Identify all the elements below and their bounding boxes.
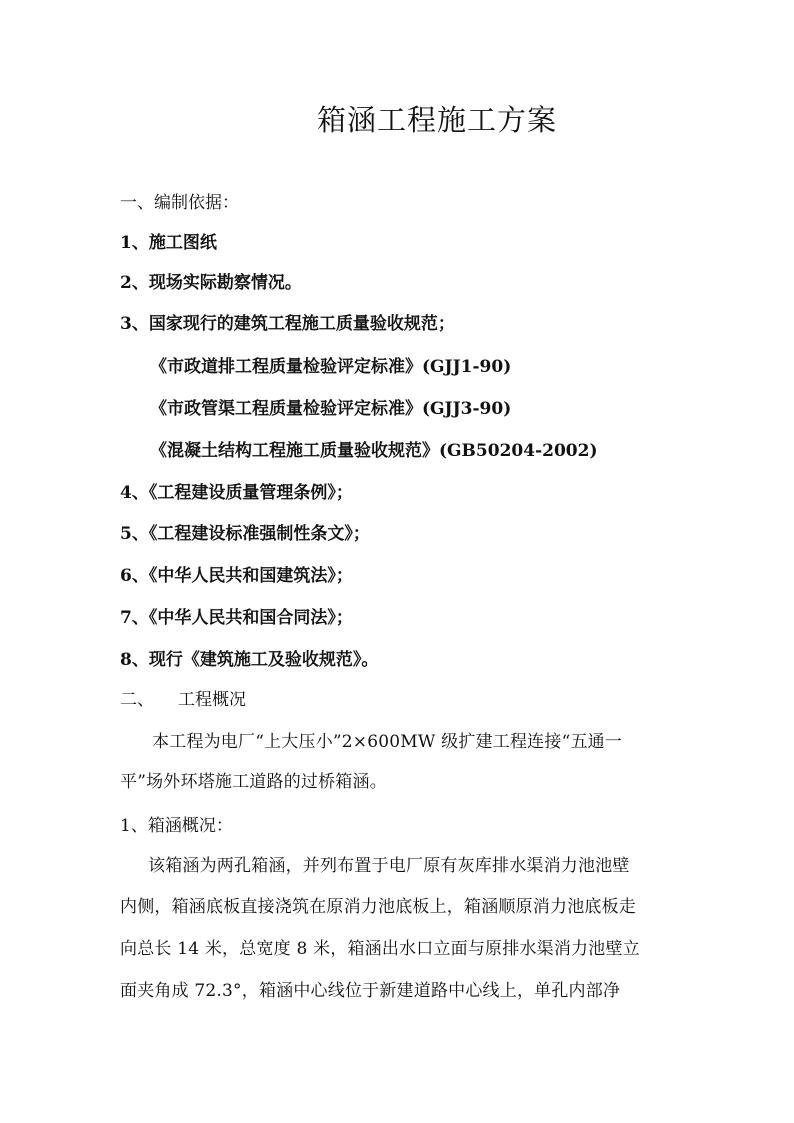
list-item: 3、国家现行的建筑工程施工质量验收规范； — [120, 314, 455, 334]
list-item: 6、《中华人民共和国建筑法》； — [120, 566, 353, 586]
subsection-heading-culvert: 1、箱涵概况： — [120, 816, 233, 836]
list-item: 《市政道排工程质量检验评定标准》(GJJ1-90) — [150, 357, 512, 377]
list-item: 7、《中华人民共和国合同法》； — [120, 608, 353, 628]
list-item: 1、施工图纸 — [120, 233, 217, 253]
paragraph-line: 向总长 14 米，总宽度 8 米，箱涵出水口立面与原排水渠消力池壁立 — [120, 939, 640, 959]
list-item: 《混凝土结构工程施工质量验收规范》(GB50204-2002) — [150, 441, 598, 461]
paragraph-line: 该箱涵为两孔箱涵，并列布置于电厂原有灰库排水渠消力池池壁 — [148, 856, 630, 876]
list-item: 8、现行《建筑施工及验收规范》。 — [120, 650, 379, 670]
overview-line-1: 本工程为电厂“上大压小”2×600MW 级扩建工程连接“五通一 — [152, 732, 623, 752]
overview-line-2: 平”场外环塔施工道路的过桥箱涵。 — [120, 772, 387, 792]
list-item: 《市政管渠工程质量检验评定标准》(GJJ3-90) — [150, 399, 512, 419]
list-item: 4、《工程建设质量管理条例》； — [120, 483, 353, 503]
paragraph-line: 内侧，箱涵底板直接浇筑在原消力池底板上，箱涵顺原消力池底板走 — [120, 897, 636, 917]
section-heading-overview: 工程概况 — [178, 690, 246, 710]
section-heading-basis: 一、编制依据： — [120, 193, 239, 213]
list-item: 2、现场实际勘察情况。 — [120, 273, 302, 293]
list-item: 5、《工程建设标准强制性条文》； — [120, 524, 370, 544]
paragraph-line: 面夹角成 72.3°，箱涵中心线位于新建道路中心线上，单孔内部净 — [120, 981, 621, 1001]
section-heading-overview-num: 二、 — [120, 690, 154, 710]
document-title: 箱涵工程施工方案 — [316, 103, 557, 137]
